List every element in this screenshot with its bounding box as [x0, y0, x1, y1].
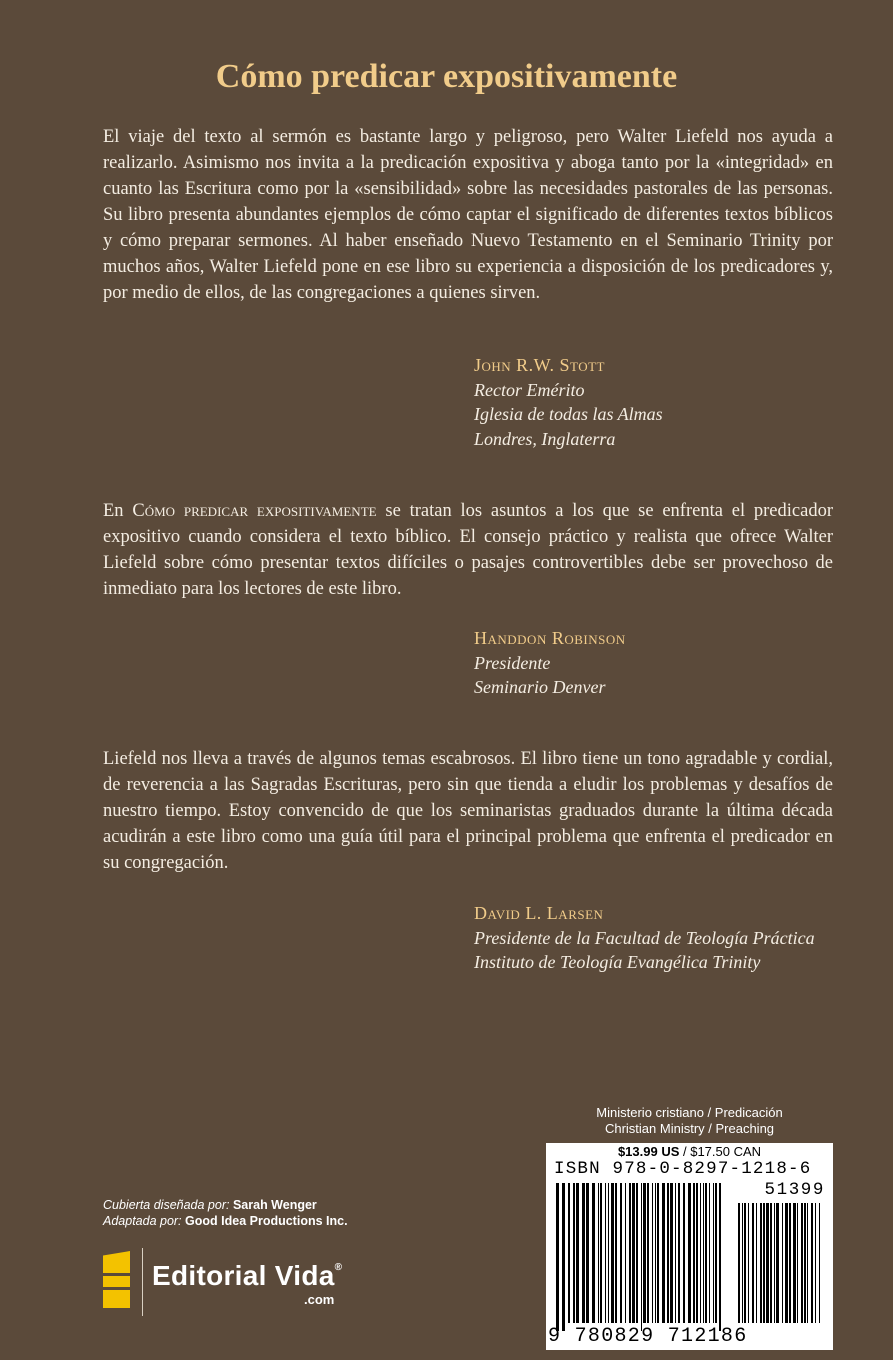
- author-role: Rector Emérito: [474, 379, 585, 400]
- publisher-name-text: Editorial Vida: [152, 1260, 335, 1291]
- author-role: Presidente de la Facultad de Teología Práctica: [474, 927, 815, 948]
- credit-name: Sarah Wenger: [232, 1198, 317, 1212]
- endorsement-text-robinson: [103, 498, 833, 602]
- logo-divider: [142, 1248, 143, 1316]
- registered-mark: ®: [334, 1262, 343, 1273]
- author-role: Seminario Denver: [474, 677, 606, 697]
- barcode-panel: [546, 1143, 833, 1350]
- endorsement-text-part: En: [103, 501, 133, 521]
- author-role: Instituto de Teología Evangélica Trinity: [474, 952, 761, 972]
- logo-mark-icon: [103, 1251, 130, 1308]
- endorsement-text-stott: El viaje del texto al sermón es bastante largo y peligroso, pero Walter Liefeld nos ayuda a realizarlo. Asimismo nos invita a la predicación expositiva y aboga tanto por la «integridad» en cuanto las Escritura como por la «sensibilidad» sobre las necesidades pastorales de las personas. Su libro presenta abundantes ejemplos de cómo captar el significado de diferentes textos bíblicos y cómo preparar sermones. Al haber enseñado Nuevo Testamento en el Seminario Trinity por muchos años, Walter Liefeld pone en ese libro su experiencia a disposición de los predicadores y, por medio de ellos, de las congregaciones a quienes sirven.: [103, 127, 833, 303]
- signature-larsen: [474, 901, 874, 975]
- publisher-name: [152, 1260, 342, 1292]
- price-label: [546, 1144, 833, 1159]
- isbn-text: ISBN 978-0-8297-1218-6: [554, 1159, 812, 1179]
- author-role: Iglesia de todas las Almas: [474, 404, 663, 424]
- ean-barcode-icon: [556, 1183, 724, 1331]
- author-role: Presidente: [474, 652, 551, 673]
- credit-label: Adaptada por:: [103, 1214, 182, 1228]
- price-can: / $17.50 CAN: [679, 1144, 762, 1159]
- signature-robinson: [474, 626, 874, 700]
- book-title: Cómo predicar expositivamente: [215, 58, 678, 95]
- ean-digits: 9 780829 712186: [548, 1325, 748, 1348]
- endorsement-text-larsen: Liefeld nos lleva a través de algunos temas escabrosos. El libro tiene un tono agradable y cordial, de reverencia a las Sagradas Escrituras, pero sin que tienda a eludir los problemas y desafíos de nuestro tiempo. Estoy convencido de que los seminaristas graduados durante la última década acudirán a este libro como una guía útil para el principal problema que enfrenta el predicador en su congregación.: [103, 749, 833, 873]
- author-name: John R.W. Stott: [474, 355, 605, 375]
- book-reference: Cómo predicar expositivamente: [132, 501, 377, 521]
- signature-stott: [474, 353, 874, 451]
- publisher-logo: [103, 1248, 373, 1316]
- category-english: Christian Ministry / Preaching: [604, 1121, 775, 1136]
- price-addon-code: 51399: [764, 1180, 825, 1200]
- author-role: Londres, Inglaterra: [474, 428, 616, 449]
- author-name: Handdon Robinson: [474, 628, 626, 648]
- credit-label: Cubierta diseñada por:: [103, 1198, 230, 1212]
- endorsement-text-part: se tratan los asuntos a los que se enfrenta el predicador expositivo cuando considera el texto bíblico. El consejo práctico y realista que ofrece Walter Liefeld sobre cómo presentar textos difíciles o pasajes controvertibles debe ser provechoso de inmediato para los lectores de este libro.: [103, 501, 833, 599]
- price-us: $13.99 US: [617, 1144, 680, 1159]
- category-label: [546, 1105, 833, 1137]
- credit-name: Good Idea Productions Inc.: [185, 1214, 348, 1228]
- publisher-domain: .com: [304, 1292, 335, 1307]
- cover-credits: [103, 1197, 348, 1229]
- category-spanish: Ministerio cristiano / Predicación: [596, 1105, 783, 1120]
- addon-barcode-icon: [738, 1203, 825, 1331]
- author-name: David L. Larsen: [474, 903, 604, 923]
